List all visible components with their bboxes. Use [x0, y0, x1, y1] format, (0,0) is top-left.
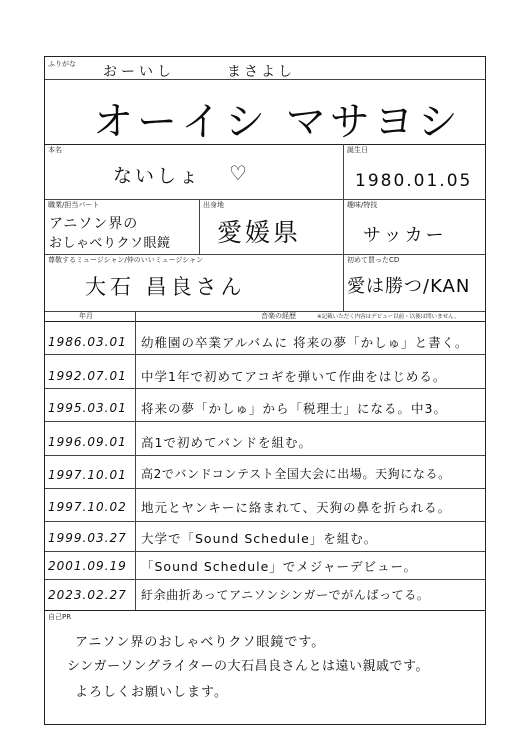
occupation-line-1: アニソン界の [49, 216, 139, 232]
history-event: 高1で初めてバンドを組む。 [141, 435, 312, 450]
birthday-value: 1980.01.05 [355, 171, 473, 191]
history-label: 音楽の経歴 [261, 312, 296, 320]
divider [135, 311, 136, 610]
rule [45, 388, 485, 389]
self-pr-line: シンガーソングライターの大石昌良さんとは遠い親戚です。 [67, 659, 429, 674]
history-event: 将来の夢「かしゅ」から「税理士」になる。中3。 [141, 401, 447, 416]
stage-name: オーイシ マサヨシ [93, 99, 462, 145]
respected-value: 大石 昌良さん [85, 275, 246, 299]
divider [343, 144, 344, 199]
rule [45, 421, 485, 422]
hobby-value: サッカー [363, 225, 447, 246]
history-date: 2023.02.27 [48, 588, 127, 602]
rule [45, 579, 485, 580]
history-date: 2001.09.19 [48, 559, 127, 573]
birthplace-value: 愛媛県 [217, 218, 302, 247]
rule [45, 254, 485, 255]
divider [343, 199, 344, 254]
furigana-family: まさよし [227, 64, 295, 80]
rule [45, 521, 485, 522]
history-date: 1997.10.01 [48, 468, 127, 482]
name-label: 本名 [48, 146, 62, 154]
hobby-label: 趣味/特技 [347, 201, 378, 209]
rule [45, 610, 485, 611]
history-event: 高2でバンドコンテスト全国大会に出場。天狗になる。 [141, 467, 451, 481]
history-event: 幼稚園の卒業アルバムに 将来の夢「かしゅ」と書く。 [141, 335, 469, 350]
history-date: 1995.03.01 [48, 401, 127, 415]
self-pr-label: 自己PR [48, 613, 72, 621]
history-date: 1986.03.01 [48, 335, 127, 349]
history-date: 1992.07.01 [48, 369, 127, 383]
rule [45, 488, 485, 489]
history-event: 「Sound Schedule」でメジャーデビュー。 [141, 559, 418, 574]
history-event: 紆余曲折あってアニソンシンガーでがんばってる。 [141, 588, 430, 602]
history-note: ※記載いただく内容はデビュー以前・以後は問いません。 [317, 314, 460, 320]
furigana-label: ふりがな [48, 60, 76, 68]
furigana-given: おーいし [103, 64, 175, 80]
divider [199, 199, 200, 254]
self-pr-line: よろしくお願いします。 [75, 685, 228, 700]
respected-label: 尊敬するミュージシャン/仲のいいミュージシャン [48, 256, 204, 264]
first-cd-value: 愛は勝つ/KAN [347, 276, 471, 297]
self-pr-line: アニソン界のおしゃべりクソ眼鏡です。 [75, 635, 326, 650]
history-event: 地元とヤンキーに絡まれて、天狗の鼻を折られる。 [141, 500, 452, 515]
first-cd-label: 初めて買ったCD [347, 256, 400, 264]
real-name: ないしょ [113, 165, 202, 187]
history-event: 大学で「Sound Schedule」を組む。 [141, 531, 378, 546]
birthday-label: 誕生日 [347, 146, 368, 154]
occupation-label: 職業/担当パート [48, 201, 100, 209]
profile-sheet [44, 56, 486, 725]
birthplace-label: 出身地 [203, 201, 224, 209]
year-month-label: 年月 [79, 312, 93, 320]
history-date: 1996.09.01 [48, 435, 127, 449]
rule [45, 455, 485, 456]
occupation-line-2: おしゃべりクソ眼鏡 [49, 236, 171, 251]
history-date: 1997.10.02 [48, 500, 127, 514]
rule [45, 321, 485, 322]
heart-icon: ♡ [229, 161, 248, 185]
history-event: 中学1年で初めてアコギを弾いて作曲をはじめる。 [141, 369, 447, 384]
rule [45, 551, 485, 552]
history-date: 1999.03.27 [48, 531, 127, 545]
rule [45, 354, 485, 355]
rule [45, 199, 485, 200]
divider [343, 254, 344, 311]
